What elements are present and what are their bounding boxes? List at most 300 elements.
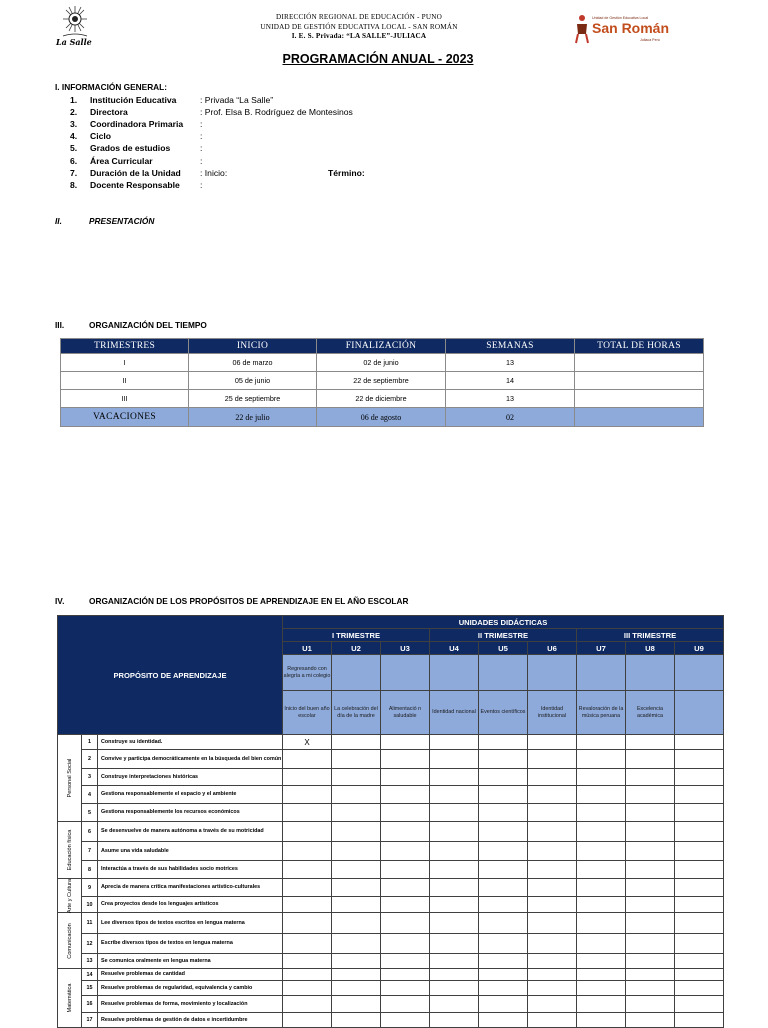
unit-mark-cell [332,954,381,969]
area-label: Personal Social [66,758,73,798]
unit-title-cell: Inicio del buen año escolar [283,691,332,735]
unit-mark-cell [528,750,577,769]
unit-title-cell: Eventos científicos [479,691,528,735]
area-label: Educación física [66,829,73,871]
competency-row [58,735,724,750]
time-table-row [61,354,704,372]
competency-description: Escribe diversos tipos de textos en lengua materna [98,934,283,954]
header-line-1: DIRECCIÓN REGIONAL DE EDUCACIÓN - PUNO [275,13,443,21]
unit-mark-cell [626,822,675,842]
unit-mark-cell: X [283,735,332,750]
unit-mark-cell [283,981,332,996]
time-table-header: SEMANAS [446,339,575,354]
unit-mark-cell [430,934,479,954]
unit-title-cell [430,655,479,691]
time-table-cell: 25 de septiembre [189,390,317,408]
unit-mark-cell [332,735,381,750]
competency-description: Resuelve problemas de forma, movimiento y localización [98,996,283,1013]
info-value: : [200,119,203,130]
unit-mark-cell [332,750,381,769]
info-value: : Privada “La Salle” [200,95,274,105]
unit-title-cell [528,655,577,691]
competency-description: Resuelve problemas de cantidad [98,969,283,981]
unit-title-cell [577,655,626,691]
unit-mark-cell [283,1013,332,1028]
info-label: Grados de estudios [90,143,171,154]
info-number: 5. [70,143,78,154]
info-value: : [200,143,203,154]
unit-mark-cell [332,822,381,842]
trimestre-header: II TRIMESTRE [430,629,577,642]
unit-mark-cell [430,879,479,897]
unit-title-cell: Alimentació n saludable [381,691,430,735]
time-table-header: TOTAL DE HORAS [575,339,704,354]
unit-mark-cell [528,981,577,996]
info-label: Duración de la Unidad [90,167,181,178]
unit-mark-cell [381,804,430,822]
unit-mark-cell [528,879,577,897]
area-cell [58,735,82,822]
competency-number: 11 [82,913,98,934]
time-table-cell: III [61,390,189,408]
unidades-didacticas-header: UNIDADES DIDÁCTICAS [283,616,724,629]
info-label: Coordinadora Primaria [90,119,184,130]
info-row [70,119,690,131]
competency-number: 17 [82,1013,98,1028]
competency-description: Construye interpretaciones históricas [98,769,283,786]
unit-mark-cell [528,996,577,1013]
unit-mark-cell [381,897,430,913]
unit-mark-cell [430,786,479,804]
unit-mark-cell [479,861,528,879]
unit-mark-cell [381,954,430,969]
unit-mark-cell [675,879,724,897]
unit-mark-cell [528,913,577,934]
unit-title-cell: Excelencia académica [626,691,675,735]
area-cell [58,913,82,969]
unit-mark-cell [675,750,724,769]
ugel-sub-text: Juliaca Perú [640,38,660,42]
unit-mark-cell [528,735,577,750]
unit-mark-cell [430,954,479,969]
unit-title-cell [381,655,430,691]
unit-title-cell [675,655,724,691]
time-table-cell: 05 de junio [189,372,317,390]
unit-mark-cell [479,996,528,1013]
unit-mark-cell [381,913,430,934]
unit-mark-cell [479,822,528,842]
unit-mark-cell [626,954,675,969]
unit-mark-cell [430,897,479,913]
info-label: Institución Educativa [90,95,177,105]
info-number: 2. [70,107,78,118]
time-table-cell: 06 de marzo [189,354,317,372]
competency-description: Se comunica oralmente en lengua materna [98,954,283,969]
unit-title-cell [675,691,724,735]
unit-mark-cell [430,981,479,996]
unit-mark-cell [283,996,332,1013]
unit-mark-cell [577,879,626,897]
vacaciones-cell: VACACIONES [61,408,189,427]
la-salle-logo-text: La Salle [56,37,92,47]
unit-mark-cell [381,735,430,750]
learning-purposes-table [57,615,724,1028]
unit-mark-cell [626,969,675,981]
unit-mark-cell [675,954,724,969]
competency-description: Lee diversos tipos de textos escritos en lengua materna [98,913,283,934]
unit-mark-cell [430,822,479,842]
unit-mark-cell [381,861,430,879]
unit-mark-cell [528,897,577,913]
unit-mark-cell [479,1013,528,1028]
vacaciones-cell [575,408,704,427]
proposito-header: PROPÓSITO DE APRENDIZAJE [58,616,283,735]
unit-mark-cell [626,1013,675,1028]
area-cell [58,879,82,913]
unit-mark-cell [381,750,430,769]
unit-mark-cell [381,981,430,996]
unit-title-cell: Identidad nacional [430,691,479,735]
info-termino-label: Término: [328,167,365,178]
info-number: 6. [70,155,78,166]
unit-mark-cell [479,769,528,786]
unit-mark-cell [430,1013,479,1028]
unit-mark-cell [577,735,626,750]
competency-description: Crea proyectos desde los lenguajes artísticos [98,897,283,913]
header-line-3: I. E. S. Privada: “LA SALLE”-JULIACA [291,32,427,40]
competency-row [58,981,724,996]
unit-mark-cell [283,861,332,879]
la-salle-logo [55,4,95,48]
unit-mark-cell [675,996,724,1013]
info-label: Directora [90,107,128,118]
time-table-row [61,372,704,390]
unit-mark-cell [528,822,577,842]
unit-header: U7 [577,642,626,655]
unit-mark-cell [577,750,626,769]
area-cell [58,822,82,879]
competency-description: Interactúa a través de sus habilidades socio motrices [98,861,283,879]
unit-mark-cell [332,804,381,822]
time-table-header: INICIO [189,339,317,354]
unit-mark-cell [626,804,675,822]
competency-number: 8 [82,861,98,879]
competency-row [58,1013,724,1028]
competency-row [58,804,724,822]
unit-mark-cell [577,969,626,981]
competency-number: 6 [82,822,98,842]
unit-mark-cell [577,842,626,861]
competency-row [58,934,724,954]
unit-mark-cell [332,934,381,954]
unit-mark-cell [675,969,724,981]
competency-number: 12 [82,934,98,954]
unit-mark-cell [332,879,381,897]
unit-mark-cell [626,786,675,804]
competency-row [58,996,724,1013]
competency-row [58,750,724,769]
competency-description: Gestiona responsablemente el espacio y el ambiente [98,786,283,804]
time-table-cell [575,372,704,390]
competency-number: 16 [82,996,98,1013]
unit-mark-cell [479,786,528,804]
info-value: : Prof. Elsa B. Rodríguez de Montesinos [200,107,353,118]
time-table-cell: I [61,354,189,372]
unit-mark-cell [430,735,479,750]
header-line-2: UNIDAD DE GESTIÓN EDUCATIVA LOCAL - SAN ROMÁN [260,22,458,31]
unit-mark-cell [283,804,332,822]
header-text [200,13,518,42]
competency-row [58,897,724,913]
unit-mark-cell [577,996,626,1013]
unit-mark-cell [577,934,626,954]
ugel-san-roman-logo [574,14,670,46]
info-row [70,95,690,107]
competency-row [58,954,724,969]
time-table-cell: 14 [446,372,575,390]
unit-mark-cell [479,842,528,861]
unit-mark-cell [528,842,577,861]
area-label: Arte y Cultura [66,878,73,913]
unit-mark-cell [626,735,675,750]
competency-number: 1 [82,735,98,750]
unit-title-cell: Regresando con alegría a mi colegio [283,655,332,691]
info-number: 1. [70,95,78,105]
unit-mark-cell [675,913,724,934]
unit-mark-cell [675,786,724,804]
unit-mark-cell [528,786,577,804]
ugel-big-text: San Román [592,20,670,36]
unit-mark-cell [577,1013,626,1028]
unit-mark-cell [675,897,724,913]
unit-mark-cell [381,996,430,1013]
unit-mark-cell [528,969,577,981]
competency-description: Resuelve problemas de gestión de datos e incertidumbre [98,1013,283,1028]
unit-mark-cell [528,934,577,954]
unit-mark-cell [577,981,626,996]
vacaciones-cell: 02 [446,408,575,427]
unit-mark-cell [479,804,528,822]
unit-mark-cell [528,861,577,879]
time-table-row [61,390,704,408]
unit-mark-cell [479,981,528,996]
unit-mark-cell [577,861,626,879]
unit-mark-cell [283,897,332,913]
unit-mark-cell [283,969,332,981]
unit-mark-cell [381,969,430,981]
info-number: 3. [70,119,78,130]
unit-mark-cell [626,769,675,786]
unit-mark-cell [430,804,479,822]
unit-mark-cell [528,769,577,786]
unit-mark-cell [283,879,332,897]
unit-mark-cell [332,969,381,981]
unit-mark-cell [332,769,381,786]
unit-mark-cell [626,897,675,913]
unit-mark-cell [381,842,430,861]
unit-mark-cell [577,954,626,969]
section-3-heading: III. ORGANIZACIÓN DEL TIEMPO [55,320,207,330]
time-organization-table [60,338,704,427]
unit-mark-cell [332,1013,381,1028]
time-table-cell: 13 [446,354,575,372]
unit-mark-cell [283,822,332,842]
info-value: : [200,179,203,190]
unit-title-cell [332,655,381,691]
unit-mark-cell [479,879,528,897]
area-label: Comunicación [66,922,73,959]
unit-mark-cell [626,934,675,954]
unit-mark-cell [283,842,332,861]
unit-title-cell [626,655,675,691]
info-row [70,131,690,143]
unit-mark-cell [626,861,675,879]
unit-mark-cell [430,913,479,934]
unit-mark-cell [626,981,675,996]
competency-row [58,861,724,879]
unit-mark-cell [626,842,675,861]
vacaciones-cell: 22 de julio [189,408,317,427]
competency-number: 3 [82,769,98,786]
unit-mark-cell [381,1013,430,1028]
unit-header: U4 [430,642,479,655]
unit-mark-cell [577,897,626,913]
unit-mark-cell [381,822,430,842]
unit-mark-cell [675,1013,724,1028]
unit-mark-cell [283,954,332,969]
unit-mark-cell [626,996,675,1013]
unit-mark-cell [430,861,479,879]
unit-mark-cell [430,769,479,786]
info-label: Área Curricular [90,155,153,166]
unit-mark-cell [479,954,528,969]
unit-mark-cell [332,981,381,996]
unit-mark-cell [675,804,724,822]
competency-row [58,786,724,804]
competency-row [58,879,724,897]
section-2-heading: II. PRESENTACIÓN [55,216,155,226]
unit-mark-cell [675,981,724,996]
unit-mark-cell [528,1013,577,1028]
unit-header: U3 [381,642,430,655]
unit-header: U6 [528,642,577,655]
time-table-cell [575,390,704,408]
unit-mark-cell [479,735,528,750]
info-number: 4. [70,131,78,142]
unit-mark-cell [430,996,479,1013]
unit-header: U9 [675,642,724,655]
info-value: : [200,131,203,142]
unit-mark-cell [577,786,626,804]
time-table-cell: 22 de septiembre [317,372,446,390]
competency-number: 4 [82,786,98,804]
time-table-header: TRIMESTRES [61,339,189,354]
unit-title-cell: La celebración del día de la madre [332,691,381,735]
unit-mark-cell [283,934,332,954]
info-value: : [200,155,203,166]
unit-mark-cell [675,822,724,842]
trimestre-header: III TRIMESTRE [577,629,724,642]
area-cell [58,969,82,1028]
unit-mark-cell [577,822,626,842]
competency-number: 2 [82,750,98,769]
unit-mark-cell [283,913,332,934]
competency-description: Gestiona responsablemente los recursos económicos [98,804,283,822]
page-title: PROGRAMACIÓN ANUAL - 2023 [282,52,474,66]
competency-number: 15 [82,981,98,996]
unit-mark-cell [626,750,675,769]
unit-mark-cell [577,804,626,822]
area-label: Matemática [66,983,73,1013]
unit-title-cell [479,655,528,691]
unit-mark-cell [381,786,430,804]
unit-mark-cell [479,897,528,913]
unit-mark-cell [528,804,577,822]
unit-mark-cell [430,969,479,981]
info-row [70,143,690,155]
unit-mark-cell [332,861,381,879]
info-number: 7. [70,167,78,178]
competency-description: Resuelve problemas de regularidad, equivalencia y cambio [98,981,283,996]
unit-mark-cell [675,842,724,861]
competency-description: Aprecia de manera crítica manifestaciones artístico-culturales [98,879,283,897]
unit-mark-cell [381,934,430,954]
section-4-heading: IV. ORGANIZACIÓN DE LOS PROPÓSITOS DE APRENDIZAJE EN EL AÑO ESCOLAR [55,596,409,606]
competency-description: Convive y participa democráticamente en la búsqueda del bien común [98,750,283,769]
time-table-cell [575,354,704,372]
time-table-cell: II [61,372,189,390]
person-figure-icon [574,14,590,44]
info-label: Ciclo [90,131,112,142]
time-table-cell: 22 de diciembre [317,390,446,408]
info-number: 8. [70,179,78,190]
competency-row [58,842,724,861]
units-header-row [58,616,724,629]
competency-row [58,769,724,786]
unit-header: U2 [332,642,381,655]
unit-mark-cell [332,996,381,1013]
competency-row [58,969,724,981]
time-table-cell: 02 de junio [317,354,446,372]
unit-mark-cell [675,861,724,879]
competency-row [58,913,724,934]
ugel-small-text: Unidad de Gestión Educativa Local [592,16,649,20]
unit-mark-cell [430,750,479,769]
unit-mark-cell [332,897,381,913]
info-row [70,168,690,180]
competency-description: Construye su identidad. [98,735,283,750]
unit-title-cell: Identidad institucional [528,691,577,735]
unit-mark-cell [283,769,332,786]
vacaciones-cell: 06 de agosto [317,408,446,427]
unit-mark-cell [675,934,724,954]
info-row [70,180,690,192]
unit-mark-cell [675,769,724,786]
info-value: : Inicio: [200,167,228,178]
unit-mark-cell [626,913,675,934]
unit-mark-cell [479,934,528,954]
competency-number: 7 [82,842,98,861]
unit-header: U1 [283,642,332,655]
competency-number: 10 [82,897,98,913]
competency-row [58,822,724,842]
competency-description: Se desenvuelve de manera autónoma a través de su motricidad [98,822,283,842]
unit-mark-cell [528,954,577,969]
unit-mark-cell [430,842,479,861]
unit-mark-cell [479,969,528,981]
info-row [70,156,690,168]
unit-mark-cell [283,750,332,769]
